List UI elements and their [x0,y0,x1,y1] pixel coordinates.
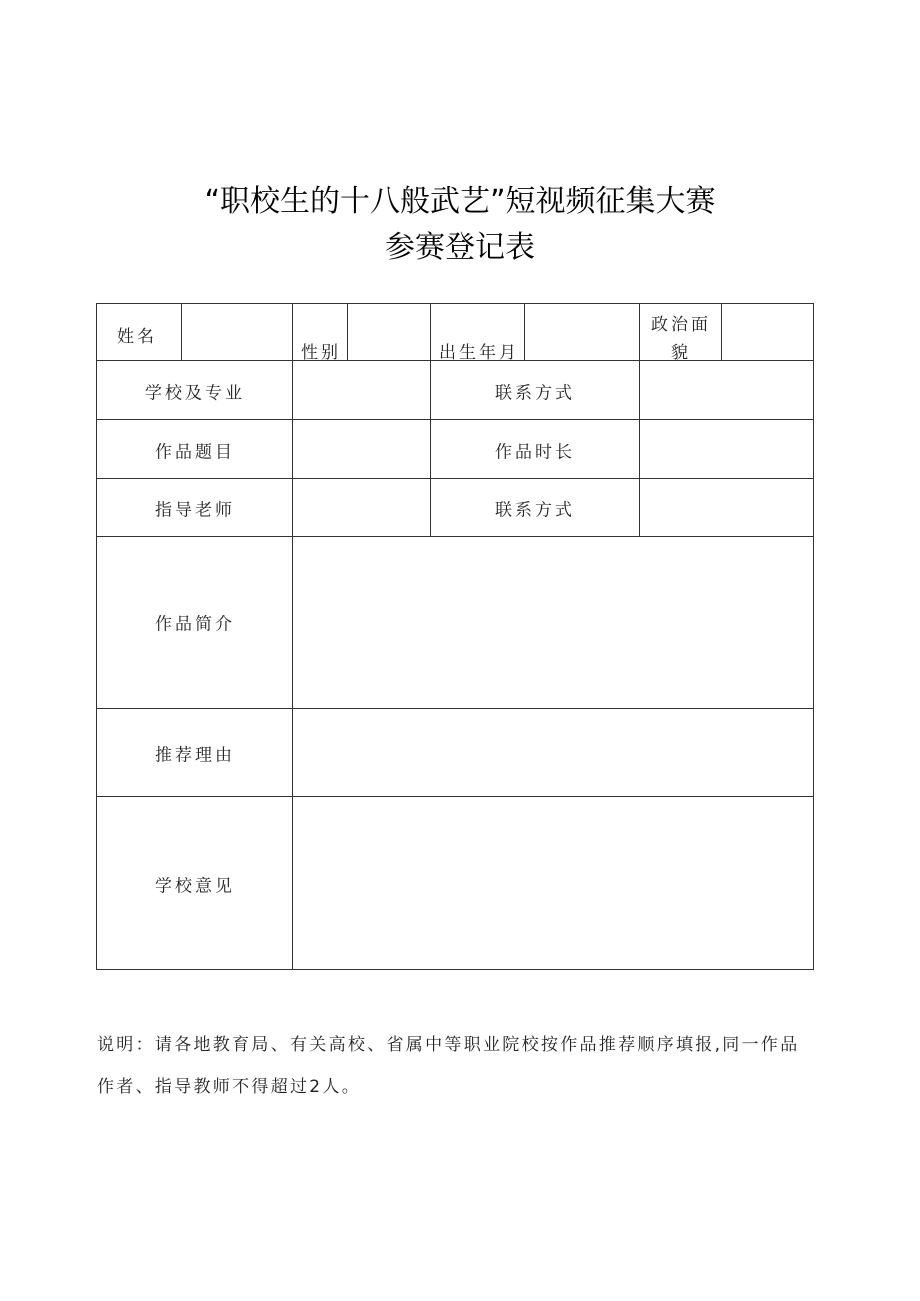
political-label-cont: 貌 [671,343,691,363]
teacher-field[interactable] [293,479,429,535]
school-major-label: 学校及专业 [145,383,245,404]
work-title-field[interactable] [293,420,429,477]
gender-field[interactable] [348,305,429,359]
birth-field[interactable] [525,305,638,359]
intro-label: 作品简介 [155,614,235,635]
birth-label: 出生年月 [439,343,519,363]
opinion-field[interactable] [293,797,813,969]
contact-field[interactable] [640,361,813,418]
reason-label: 推荐理由 [155,745,235,766]
form-title: “职校生的十八般武艺”短视频征集大赛 [204,184,716,219]
teacher-contact-field[interactable] [640,479,813,535]
registration-table [96,303,814,970]
political-label: 政治面 [651,315,711,335]
reason-field[interactable] [293,709,813,795]
col-divider [430,304,431,419]
gender-label: 性别 [301,343,341,363]
duration-label: 作品时长 [495,442,575,463]
teacher-label: 指导老师 [155,500,235,521]
intro-field[interactable] [293,537,813,707]
col-divider [430,419,431,536]
contact-label: 联系方式 [495,383,575,404]
political-field[interactable] [722,305,813,359]
form-subtitle: 参赛登记表 [385,230,535,265]
name-field[interactable] [182,305,291,359]
name-label: 姓名 [117,327,157,347]
duration-field[interactable] [640,420,813,477]
teacher-contact-label: 联系方式 [495,500,575,521]
opinion-label: 学校意见 [155,876,235,897]
instructions-note: 说明：请各地教育局、有关高校、省属中等职业院校按作品推荐顺序填报,同一作品作者、指导教师不得超过2人。 [97,1035,800,1097]
work-title-label: 作品题目 [155,442,235,463]
school-major-field[interactable] [293,361,429,418]
